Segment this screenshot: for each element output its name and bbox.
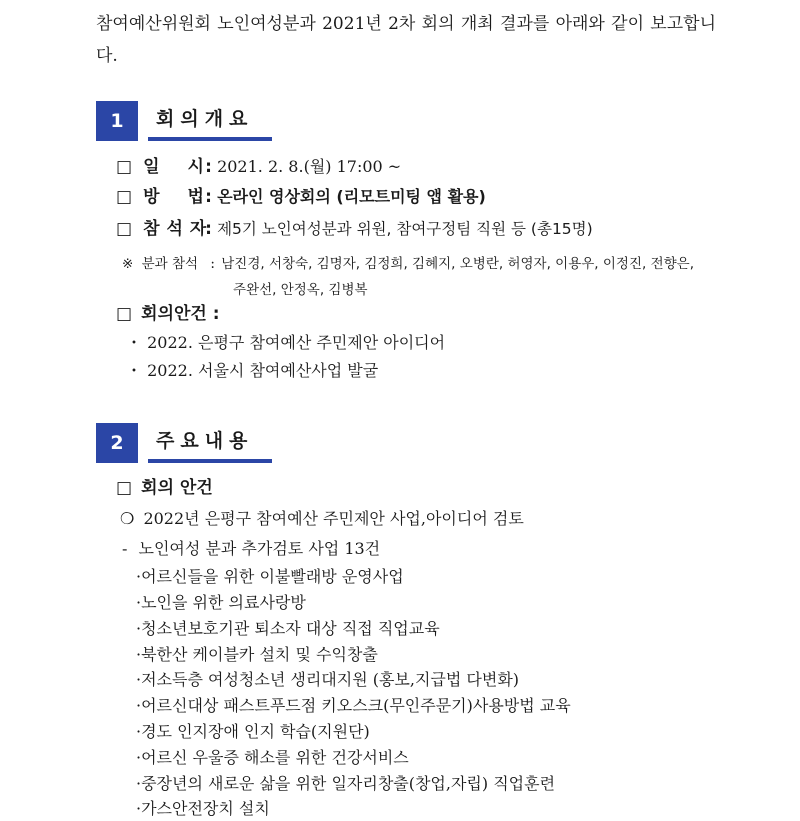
attendee-note	[122, 252, 694, 276]
meeting-agenda-heading	[116, 476, 213, 500]
dot-icon: ·	[136, 645, 142, 664]
section-2-underline	[148, 459, 272, 463]
attendees-value: 제5기 노인여성분과 위원, 참여구정팀 직원 등 (총15명)	[217, 220, 593, 238]
note-names-line1: 남진경, 서창숙, 김명자, 김정희, 김혜지, 오병란, 허영자, 이용우, 이정진, 전향은,	[221, 256, 694, 272]
list-item	[136, 591, 306, 615]
checkbox-icon: □	[116, 478, 133, 498]
circle-item-text: 2022년 은평구 참여예산 주민제안 사업,아이디어 검토	[143, 509, 524, 528]
agenda-label: 회의안건 :	[141, 304, 220, 324]
agenda-heading	[116, 302, 220, 326]
section-2-title: 주요내용	[156, 430, 254, 452]
datetime-label: 일 시	[143, 157, 204, 177]
dot-icon: ·	[136, 748, 142, 767]
agenda-item-text: 2022. 서울시 참여예산사업 발굴	[147, 361, 379, 380]
dash-item-text: 노인여성 분과 추가검토 사업 13건	[138, 539, 381, 558]
list-item-text: 어르신 우울증 해소를 위한 건강서비스	[141, 748, 409, 767]
checkbox-icon: □	[116, 157, 133, 177]
checkbox-icon: □	[116, 219, 133, 239]
dash-icon: -	[122, 539, 128, 558]
list-item-text: 저소득층 여성청소년 생리대지원 (홍보,지급법 다변화)	[141, 670, 520, 689]
datetime-value: 2021. 2. 8.(월) 17:00 ~	[217, 157, 402, 176]
list-item-text: 어르신들을 위한 이불빨래방 운영사업	[141, 567, 404, 586]
section-2-number: 2	[96, 423, 138, 463]
dot-icon: ·	[136, 722, 142, 741]
intro-paragraph: 참여예산위원회 노인여성분과 2021년 2차 회의 개최 결과를 아래와 같이 보고합니다.	[96, 14, 716, 66]
list-item-text: 북한산 케이블카 설치 및 수익창출	[141, 645, 378, 664]
method-label: 방 법	[143, 187, 204, 207]
meeting-agenda-label: 회의 안건	[141, 478, 213, 498]
agenda-item	[126, 359, 378, 383]
list-item-text: 어르신대상 패스트푸드점 키오스크(무인주문기)사용방법 교육	[141, 696, 571, 715]
info-row-attendees	[116, 217, 593, 241]
list-item	[136, 720, 370, 744]
note-names-line2: 주완선, 안정옥, 김병복	[233, 282, 368, 298]
dash-item	[122, 537, 380, 561]
section-1-title: 회의개요	[156, 108, 254, 130]
dot-icon: ·	[136, 774, 142, 793]
dot-icon: ·	[136, 799, 142, 818]
note-label: 분과 참석	[141, 256, 199, 272]
dot-icon: ·	[136, 593, 142, 612]
agenda-item-text: 2022. 은평구 참여예산 주민제안 아이디어	[147, 333, 446, 352]
section-1-number: 1	[96, 101, 138, 141]
list-item-text: 중장년의 새로운 삶을 위한 일자리창출(창업,자립) 직업훈련	[141, 774, 556, 793]
list-item	[136, 772, 555, 796]
bullet-icon: ・	[126, 361, 143, 380]
dot-icon: ·	[136, 696, 142, 715]
dot-icon: ·	[136, 670, 142, 689]
attendees-colon: :	[205, 219, 212, 239]
list-item	[136, 565, 404, 589]
dot-icon: ·	[136, 619, 142, 638]
list-item	[136, 617, 440, 641]
circle-icon: ❍	[120, 509, 135, 528]
bullet-icon: ・	[126, 333, 143, 352]
list-item-text: 가스안전장치 설치	[141, 799, 270, 818]
list-item	[136, 797, 270, 821]
note-colon: :	[210, 256, 215, 272]
method-value: 온라인 영상회의 (리모트미팅 앱 활용)	[217, 187, 486, 206]
section-2-header	[96, 423, 356, 463]
circle-item	[120, 507, 524, 531]
section-1-header	[96, 101, 356, 141]
attendees-label: 참 석 자	[143, 219, 207, 239]
section-1-underline	[148, 137, 272, 141]
list-item-text: 청소년보호기관 퇴소자 대상 직접 직업교육	[141, 619, 440, 638]
dot-icon: ·	[136, 567, 142, 586]
list-item	[136, 668, 519, 692]
checkbox-icon: □	[116, 304, 133, 324]
list-item-text: 경도 인지장애 인지 학습(지원단)	[141, 722, 370, 741]
note-mark: ※	[122, 256, 134, 272]
method-colon: :	[205, 187, 212, 207]
list-item	[136, 746, 409, 770]
list-item	[136, 643, 378, 667]
checkbox-icon: □	[116, 187, 133, 207]
list-item	[136, 694, 571, 718]
list-item-text: 노인을 위한 의료사랑방	[141, 593, 306, 612]
info-row-datetime	[116, 155, 401, 179]
agenda-item	[126, 331, 445, 355]
datetime-colon: :	[205, 157, 212, 177]
info-row-method	[116, 185, 486, 209]
